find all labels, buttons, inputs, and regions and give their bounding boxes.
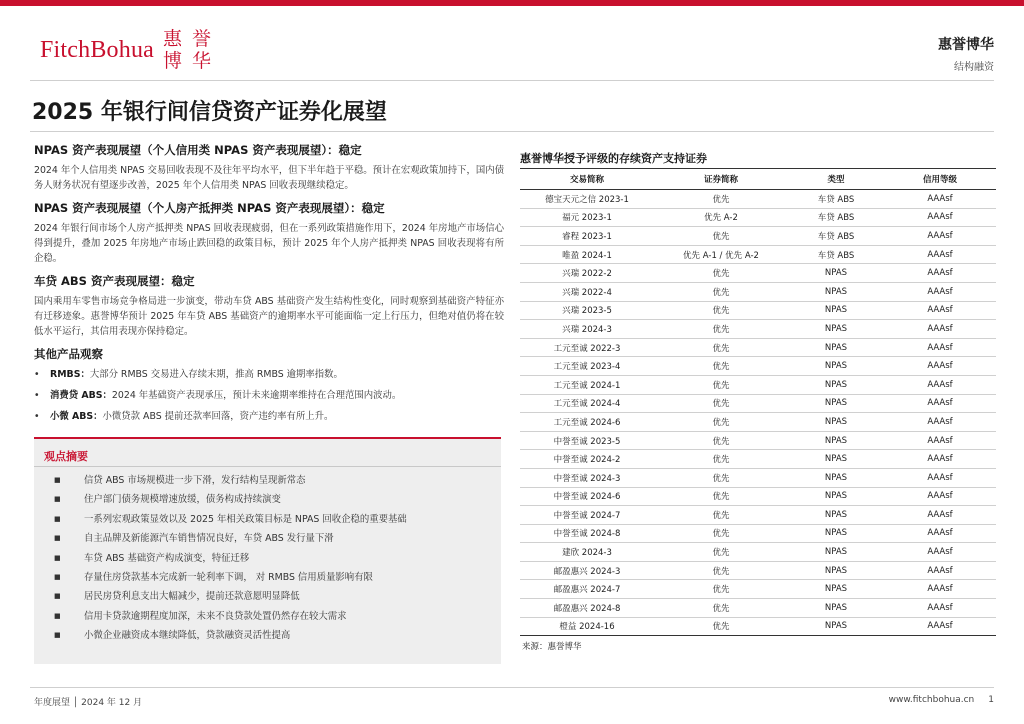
table-cell: 优先 bbox=[654, 450, 788, 469]
table-cell: 车贷 ABS bbox=[788, 208, 884, 227]
summary-item-text: 居民房贷利息支出大幅减少，提前还款意愿明显降低 bbox=[84, 591, 300, 603]
table-cell: AAAsf bbox=[884, 543, 996, 562]
table-cell: NPAS bbox=[788, 301, 884, 320]
table-cell: 车贷 ABS bbox=[788, 245, 884, 264]
table-cell: NPAS bbox=[788, 599, 884, 618]
column-header: 证券简称 bbox=[654, 169, 788, 190]
table-cell: 优先 bbox=[654, 506, 788, 525]
section-heading: NPAS 资产表现展望（个人信用类 NPAS 资产表现展望）：稳定 bbox=[34, 143, 362, 157]
square-bullet-icon: ■ bbox=[54, 514, 61, 523]
footer-right bbox=[889, 695, 994, 705]
summary-item-text: 小微企业融资成本继续降低，贷款融资灵活性提高 bbox=[84, 630, 291, 642]
section-paragraph: 2024 年银行间市场个人房产抵押类 NPAS 回收表现疲弱，但在一系列政策措施作用下，2024 年房地产市场信心得到提升，叠加 2025 年房地产市场止跌回稳的政策目标，预计 2025 年个人房产抵押类 NPAS 回收表现将有所企稳。 bbox=[34, 223, 504, 264]
bullet-text: 2024 年基础资产表现承压，预计未来逾期率维持在合理范围内波动。 bbox=[111, 390, 402, 401]
table-cell: 福元 2023-1 bbox=[520, 208, 654, 227]
square-bullet-icon: ■ bbox=[54, 476, 61, 484]
table-cell: 德宝天元之信 2023-1 bbox=[520, 190, 654, 209]
table-row bbox=[520, 227, 996, 246]
table-cell: NPAS bbox=[788, 282, 884, 301]
list-item bbox=[54, 513, 407, 532]
table-row bbox=[520, 468, 996, 487]
section-paragraph: 2024 年个人信用类 NPAS 交易回收表现不及往年平均水平，但下半年趋于平稳。预计在宏观政策加持下，国内债务人财务状况有望逐步改善，2025 年个人信用类 NPAS 回收表现继续稳定。 bbox=[34, 165, 504, 191]
table-cell: 中誉至诚 2024-2 bbox=[520, 450, 654, 469]
summary-item-text: 住户部门债务规模增速放缓，债务构成持续演变 bbox=[84, 494, 281, 506]
square-bullet-icon: ■ bbox=[54, 553, 61, 562]
list-item bbox=[34, 409, 504, 424]
table-cell: AAAsf bbox=[884, 264, 996, 283]
table-cell: 邮盈惠兴 2024-3 bbox=[520, 561, 654, 580]
table-cell: 工元至诚 2024-1 bbox=[520, 375, 654, 394]
company-logo bbox=[40, 28, 216, 72]
bullet-icon: • bbox=[34, 369, 40, 380]
other-products-heading: 其他产品观察 bbox=[34, 347, 103, 361]
table-cell: 优先 bbox=[654, 487, 788, 506]
table-cell: 睿程 2023-1 bbox=[520, 227, 654, 246]
table-cell: 优先 bbox=[654, 375, 788, 394]
table-row bbox=[520, 394, 996, 413]
list-item bbox=[54, 590, 407, 609]
table-cell: 优先 A-2 bbox=[654, 208, 788, 227]
list-item bbox=[54, 532, 407, 551]
table-row bbox=[520, 264, 996, 283]
table-cell: AAAsf bbox=[884, 561, 996, 580]
table-cell: AAAsf bbox=[884, 357, 996, 376]
column-header: 类型 bbox=[788, 169, 884, 190]
table-cell: 橙益 2024-16 bbox=[520, 617, 654, 636]
table-row bbox=[520, 617, 996, 636]
square-bullet-icon: ■ bbox=[54, 592, 61, 601]
table-cell: AAAsf bbox=[884, 524, 996, 543]
top-accent-bar bbox=[0, 0, 1024, 6]
bullet-text: 小微贷款 ABS 提前还款率回落，资产违约率有所上升。 bbox=[102, 411, 334, 422]
square-bullet-icon: ■ bbox=[54, 572, 61, 581]
table-cell: 工元至诚 2022-3 bbox=[520, 338, 654, 357]
table-cell: 优先 bbox=[654, 338, 788, 357]
table-cell: 优先 bbox=[654, 413, 788, 432]
table-row bbox=[520, 282, 996, 301]
table-cell: AAAsf bbox=[884, 413, 996, 432]
footer-report-info: 年度展望 │ 2024 年 12 月 bbox=[34, 698, 143, 708]
table-cell: 优先 A-1 / 优先 A-2 bbox=[654, 245, 788, 264]
table-row bbox=[520, 450, 996, 469]
summary-item-text: 车贷 ABS 基础资产构成演变，特征迁移 bbox=[84, 552, 250, 564]
table-cell: 优先 bbox=[654, 264, 788, 283]
table-cell: 优先 bbox=[654, 227, 788, 246]
table-cell: 邮盈惠兴 2024-8 bbox=[520, 599, 654, 618]
table-cell: AAAsf bbox=[884, 394, 996, 413]
list-item bbox=[34, 388, 504, 403]
table-cell: AAAsf bbox=[884, 245, 996, 264]
logo-seal bbox=[158, 28, 216, 72]
list-item bbox=[54, 493, 407, 512]
table-cell: 邮盈惠兴 2024-7 bbox=[520, 580, 654, 599]
logo-seal-char: 华 bbox=[191, 50, 211, 72]
bullet-label: 小微 ABS： bbox=[50, 411, 103, 422]
summary-box bbox=[34, 437, 501, 664]
table-cell: 优先 bbox=[654, 357, 788, 376]
table-cell: AAAsf bbox=[884, 617, 996, 636]
summary-item-text: 信用卡贷款逾期程度加深，未来不良贷款处置仍然存在较大需求 bbox=[84, 610, 347, 622]
table-row bbox=[520, 208, 996, 227]
table-cell: 优先 bbox=[654, 617, 788, 636]
page-title: 2025 年银行间信贷资产证券化展望 bbox=[32, 100, 387, 125]
table-row bbox=[520, 245, 996, 264]
table-cell: 优先 bbox=[654, 524, 788, 543]
table-cell: 优先 bbox=[654, 599, 788, 618]
table-row bbox=[520, 320, 996, 339]
table-cell: NPAS bbox=[788, 431, 884, 450]
summary-title: 观点摘要 bbox=[44, 450, 88, 463]
table-cell: 中誉至诚 2024-6 bbox=[520, 487, 654, 506]
table-cell: 兴瑞 2024-3 bbox=[520, 320, 654, 339]
table-row bbox=[520, 190, 996, 209]
table-cell: NPAS bbox=[788, 450, 884, 469]
section-heading: NPAS 资产表现展望（个人房产抵押类 NPAS 资产表现展望）：稳定 bbox=[34, 201, 385, 215]
table-source: 来源：惠誉博华 bbox=[522, 642, 582, 652]
table-row bbox=[520, 301, 996, 320]
table-cell: 优先 bbox=[654, 468, 788, 487]
table-cell: 中誉至诚 2024-7 bbox=[520, 506, 654, 525]
brand-name: 惠誉博华 bbox=[938, 37, 994, 53]
table-cell: 工元至诚 2023-4 bbox=[520, 357, 654, 376]
table-cell: 优先 bbox=[654, 282, 788, 301]
logo-seal-char: 惠 bbox=[162, 28, 182, 50]
brand-block bbox=[938, 34, 994, 73]
table-cell: NPAS bbox=[788, 338, 884, 357]
table-cell: NPAS bbox=[788, 580, 884, 599]
table-cell: AAAsf bbox=[884, 487, 996, 506]
summary-list bbox=[54, 474, 407, 649]
table-cell: 车贷 ABS bbox=[788, 190, 884, 209]
table-row bbox=[520, 561, 996, 580]
square-bullet-icon: ■ bbox=[54, 534, 61, 543]
table-cell: NPAS bbox=[788, 320, 884, 339]
table-cell: 优先 bbox=[654, 561, 788, 580]
square-bullet-icon: ■ bbox=[54, 495, 61, 504]
table-cell: 兴瑞 2022-2 bbox=[520, 264, 654, 283]
list-item bbox=[54, 571, 407, 590]
table-cell: 优先 bbox=[654, 301, 788, 320]
header-divider bbox=[30, 80, 994, 81]
table-cell: 优先 bbox=[654, 320, 788, 339]
footer-divider bbox=[30, 687, 994, 688]
bullet-icon: • bbox=[34, 390, 40, 401]
title-divider bbox=[30, 131, 994, 132]
table-cell: 工元至诚 2024-6 bbox=[520, 413, 654, 432]
table-body bbox=[520, 190, 996, 636]
bullet-text: 大部分 RMBS 交易进入存续末期，推高 RMBS 逾期率指数。 bbox=[89, 369, 343, 380]
square-bullet-icon: ■ bbox=[54, 631, 61, 640]
table-cell: AAAsf bbox=[884, 282, 996, 301]
table-cell: AAAsf bbox=[884, 506, 996, 525]
table-cell: 中誉至诚 2024-8 bbox=[520, 524, 654, 543]
table-row bbox=[520, 431, 996, 450]
table-cell: NPAS bbox=[788, 264, 884, 283]
table-row bbox=[520, 524, 996, 543]
table-cell: 工元至诚 2024-4 bbox=[520, 394, 654, 413]
logo-seal-char: 博 bbox=[162, 50, 182, 72]
table-cell: NPAS bbox=[788, 357, 884, 376]
list-item bbox=[54, 629, 407, 648]
table-cell: 优先 bbox=[654, 394, 788, 413]
other-products-list bbox=[34, 367, 504, 424]
table-cell: AAAsf bbox=[884, 190, 996, 209]
page-number: 1 bbox=[988, 695, 994, 705]
table-cell: AAAsf bbox=[884, 580, 996, 599]
table-cell: AAAsf bbox=[884, 599, 996, 618]
table-cell: 兴瑞 2022-4 bbox=[520, 282, 654, 301]
brand-subtitle: 结构融资 bbox=[954, 62, 994, 73]
bullet-icon: • bbox=[34, 411, 40, 422]
bullet-label: 消费贷 ABS： bbox=[50, 390, 112, 401]
table-row bbox=[520, 487, 996, 506]
summary-item-text: 信贷 ABS 市场规模进一步下滑，发行结构呈现新常态 bbox=[84, 475, 306, 486]
table-cell: AAAsf bbox=[884, 338, 996, 357]
table-cell: NPAS bbox=[788, 413, 884, 432]
column-header: 信用等级 bbox=[884, 169, 996, 190]
table-cell: 建欣 2024-3 bbox=[520, 543, 654, 562]
bullet-label: RMBS： bbox=[50, 369, 90, 380]
table-row bbox=[520, 506, 996, 525]
table-row bbox=[520, 375, 996, 394]
table-cell: AAAsf bbox=[884, 468, 996, 487]
table-cell: NPAS bbox=[788, 543, 884, 562]
table-row bbox=[520, 413, 996, 432]
summary-item-text: 存量住房贷款基本完成新一轮利率下调， 对 RMBS 信用质量影响有限 bbox=[84, 571, 373, 583]
table-cell: NPAS bbox=[788, 394, 884, 413]
table-cell: AAAsf bbox=[884, 375, 996, 394]
table-cell: AAAsf bbox=[884, 431, 996, 450]
table-cell: AAAsf bbox=[884, 227, 996, 246]
table-cell: 优先 bbox=[654, 190, 788, 209]
logo-seal-char: 誉 bbox=[191, 28, 211, 50]
table-cell: 唯盈 2024-1 bbox=[520, 245, 654, 264]
left-column bbox=[34, 142, 504, 430]
table-cell: 中誉至诚 2023-5 bbox=[520, 431, 654, 450]
section-paragraph: 国内乘用车零售市场竞争格局进一步演变，带动车贷 ABS 基础资产发生结构性变化，同时观察到基础资产特征亦有迁移迹象。惠誉博华预计 2025 年车贷 ABS 基础资产的逾期率水平可能面临一定上行压力，但绝对值仍将在较低水平运行，其信用表现亦保持稳定。 bbox=[34, 296, 504, 337]
list-item bbox=[54, 552, 407, 571]
table-cell: 中誉至诚 2024-3 bbox=[520, 468, 654, 487]
column-header: 交易简称 bbox=[520, 169, 654, 190]
table-cell: NPAS bbox=[788, 617, 884, 636]
table-row bbox=[520, 543, 996, 562]
list-item bbox=[54, 610, 407, 629]
table-title: 惠誉博华授予评级的存续资产支持证券 bbox=[520, 152, 707, 165]
table-cell: 优先 bbox=[654, 431, 788, 450]
footer-url[interactable]: www.fitchbohua.cn bbox=[888, 695, 975, 705]
table-row bbox=[520, 338, 996, 357]
table-cell: NPAS bbox=[788, 561, 884, 580]
table-row bbox=[520, 357, 996, 376]
logo-wordmark: FitchBohua bbox=[40, 36, 154, 63]
table-cell: NPAS bbox=[788, 468, 884, 487]
table-row bbox=[520, 599, 996, 618]
table-cell: AAAsf bbox=[884, 320, 996, 339]
rated-securities-table bbox=[520, 168, 996, 636]
list-item bbox=[54, 474, 407, 493]
table-cell: NPAS bbox=[788, 487, 884, 506]
table-cell: 车贷 ABS bbox=[788, 227, 884, 246]
table-cell: 兴瑞 2023-5 bbox=[520, 301, 654, 320]
table-row bbox=[520, 580, 996, 599]
table-cell: NPAS bbox=[788, 375, 884, 394]
list-item bbox=[34, 367, 504, 382]
summary-item-text: 自主品牌及新能源汽车销售情况良好，车贷 ABS 发行量下滑 bbox=[84, 533, 334, 545]
table-cell: AAAsf bbox=[884, 208, 996, 227]
table-cell: NPAS bbox=[788, 524, 884, 543]
table-cell: 优先 bbox=[654, 543, 788, 562]
square-bullet-icon: ■ bbox=[54, 611, 61, 620]
summary-item-text: 一系列宏观政策显效以及 2025 年相关政策目标是 NPAS 回收企稳的重要基础 bbox=[84, 513, 407, 525]
section-heading: 车贷 ABS 资产表现展望：稳定 bbox=[34, 274, 195, 288]
table-cell: AAAsf bbox=[884, 301, 996, 320]
table-cell: NPAS bbox=[788, 506, 884, 525]
summary-divider bbox=[34, 466, 501, 467]
table-cell: AAAsf bbox=[884, 450, 996, 469]
table-header-row bbox=[520, 169, 996, 190]
table-cell: 优先 bbox=[654, 580, 788, 599]
